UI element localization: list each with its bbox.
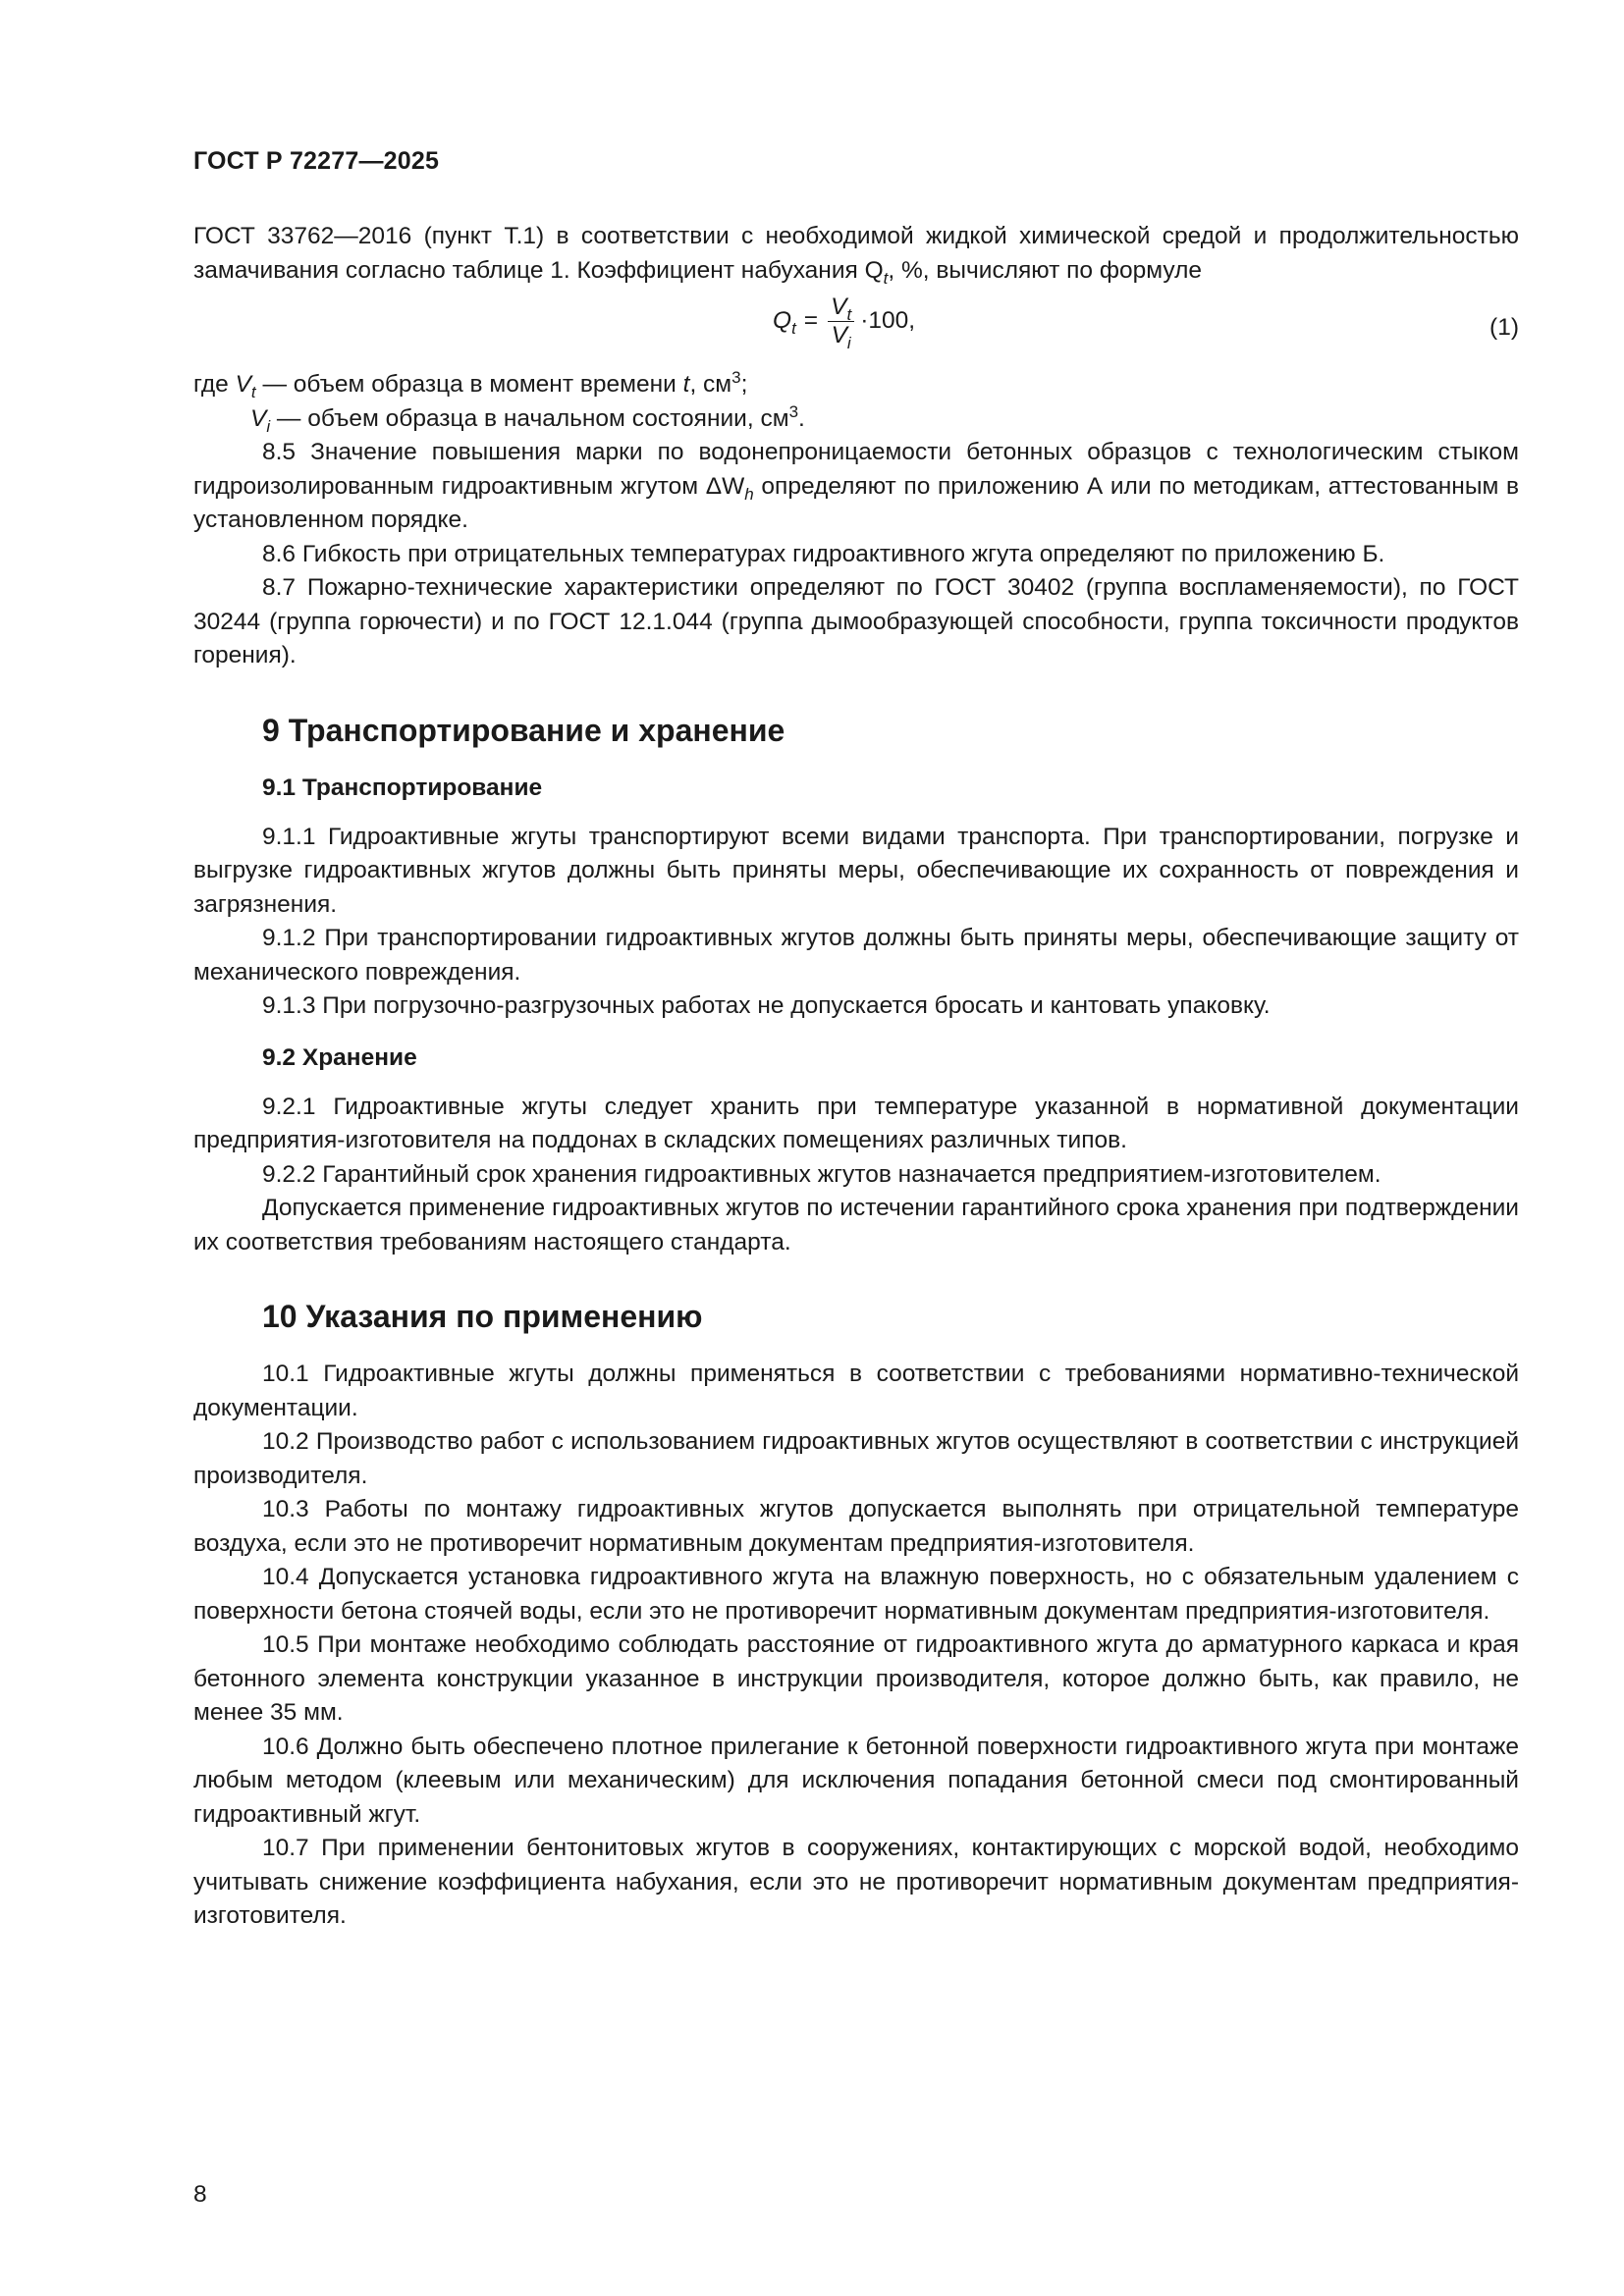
paragraph-10-2: 10.2 Производство работ с использованием гидроактивных жгутов осуществляют в соответствии с инструкцией производителя. [193,1428,1519,1489]
paragraph-10-5: 10.5 При монтаже необходимо соблюдать расстояние от гидроактивного жгута до арматурного каркаса и края бетонного элемента конструкции указанное в инструкции производителя, которое должно быть, как правило, не менее 35 мм. [193,1631,1519,1726]
formula-legend [193,368,1519,436]
paragraph-10-7: 10.7 При применении бентонитовых жгутов в сооружениях, контактирующих с морской водой, необходимо учитывать снижение коэффициента набухания, если это не противоречит нормативным документам предприятия-изготовителя. [193,1835,1519,1929]
paragraph-9-1-3: 9.1.3 При погрузочно-разгрузочных работах не допускается бросать и кантовать упаковку. [262,992,1271,1019]
paragraph-10-3: 10.3 Работы по монтажу гидроактивных жгутов допускается выполнять при отрицательной температуре воздуха, если это не противоречит нормативным документам предприятия-изготовителя. [193,1496,1519,1557]
formula-fraction: $\frac{V_t}{V_i}$ [828,294,854,349]
section-9-heading: 9 Транспортирование и хранение [262,712,785,748]
paragraph-10-4: 10.4 Допускается установка гидроактивного жгута на влажную поверхность, но с обязательным удалением с поверхности бетона стоячей воды, если это не противоречит нормативным документам предприятия-изготовителя. [193,1564,1519,1625]
subsection-9-2-heading: 9.2 Хранение [262,1043,417,1071]
paragraph-9-1-2: 9.1.2 При транспортировании гидроактивных жгутов должны быть приняты меры, обеспечивающие защиту от механического повреждения. [193,925,1519,986]
paragraph-10-1: 10.1 Гидроактивные жгуты должны применяться в соответствии с требованиями нормативно-технической документации. [193,1361,1519,1421]
paragraph-9-2-1: 9.2.1 Гидроактивные жгуты следует хранить при температуре указанной в нормативной документации предприятия-изготовителя на поддонах в складских помещениях различных типов. [193,1093,1519,1153]
swelling-formula: Q $_t$ = $\frac{V_t}{V_i}$ ·100, [773,294,916,352]
paragraph-8-5: 8.5 Значение повышения марки по водонепроницаемости бетонных образцов с технологическим стыком гидроизолированным гидроактивным жгутом $\Delta W_h$ определяют по приложению А или по методикам, аттестованным в установленном порядке. [193,439,1519,533]
formula-number: (1) [1489,314,1519,341]
paragraph-9-1-1: 9.1.1 Гидроактивные жгуты транспортируют всеми видами транспорта. При транспортировании, погрузке и выгрузке гидроактивных жгутов должны быть приняты меры, обеспечивающие их сохранность от повреждения и загрязнения. [193,823,1519,918]
document-header: ГОСТ Р 72277—2025 [193,147,440,175]
document-body [193,220,1519,1934]
paragraph-10-6: 10.6 Должно быть обеспечено плотное прилегание к бетонной поверхности гидроактивного жгута при монтаже любым методом (клеевым или механическим) для исключения попадания бетонной смеси под смонтированный гидроактивный жгут. [193,1733,1519,1828]
paragraph-8-7: 8.7 Пожарно-технические характеристики определяют по ГОСТ 30402 (группа воспламеняемости), по ГОСТ 30244 (группа горючести) и по ГОСТ 12.1.044 (группа дымообразующей способности, группа токсичности продуктов горения). [193,574,1519,668]
paragraph-9-2-3: Допускается применение гидроактивных жгутов по истечении гарантийного срока хранения при подтверждении их соответствия требованиям настоящего стандарта. [193,1195,1519,1255]
page-number: 8 [193,2181,207,2208]
formula-row [193,290,1519,362]
legend-vi: $V_i$ — объем образца в начальном состоянии, $см^3$. [250,401,805,436]
subsection-9-1-heading: 9.1 Транспортирование [262,774,543,801]
intro-paragraph: ГОСТ 33762—2016 (пункт Т.1) в соответствии с необходимой жидкой химической средой и продолжительностью замачивания согласно таблице 1. Коэффициент набухания $Q_t$, %, вычисляют по формуле [193,223,1519,288]
legend-vt: где $V_t$ — объем образца в момент времени t, $см^3$; [193,367,748,401]
paragraph-9-2-2: 9.2.2 Гарантийный срок хранения гидроактивных жгутов назначается предприятием-изготовителем. [262,1160,1381,1188]
paragraph-8-6: 8.6 Гибкость при отрицательных температурах гидроактивного жгута определяют по приложению Б. [262,540,1385,567]
section-10-heading: 10 Указания по применению [262,1299,703,1334]
